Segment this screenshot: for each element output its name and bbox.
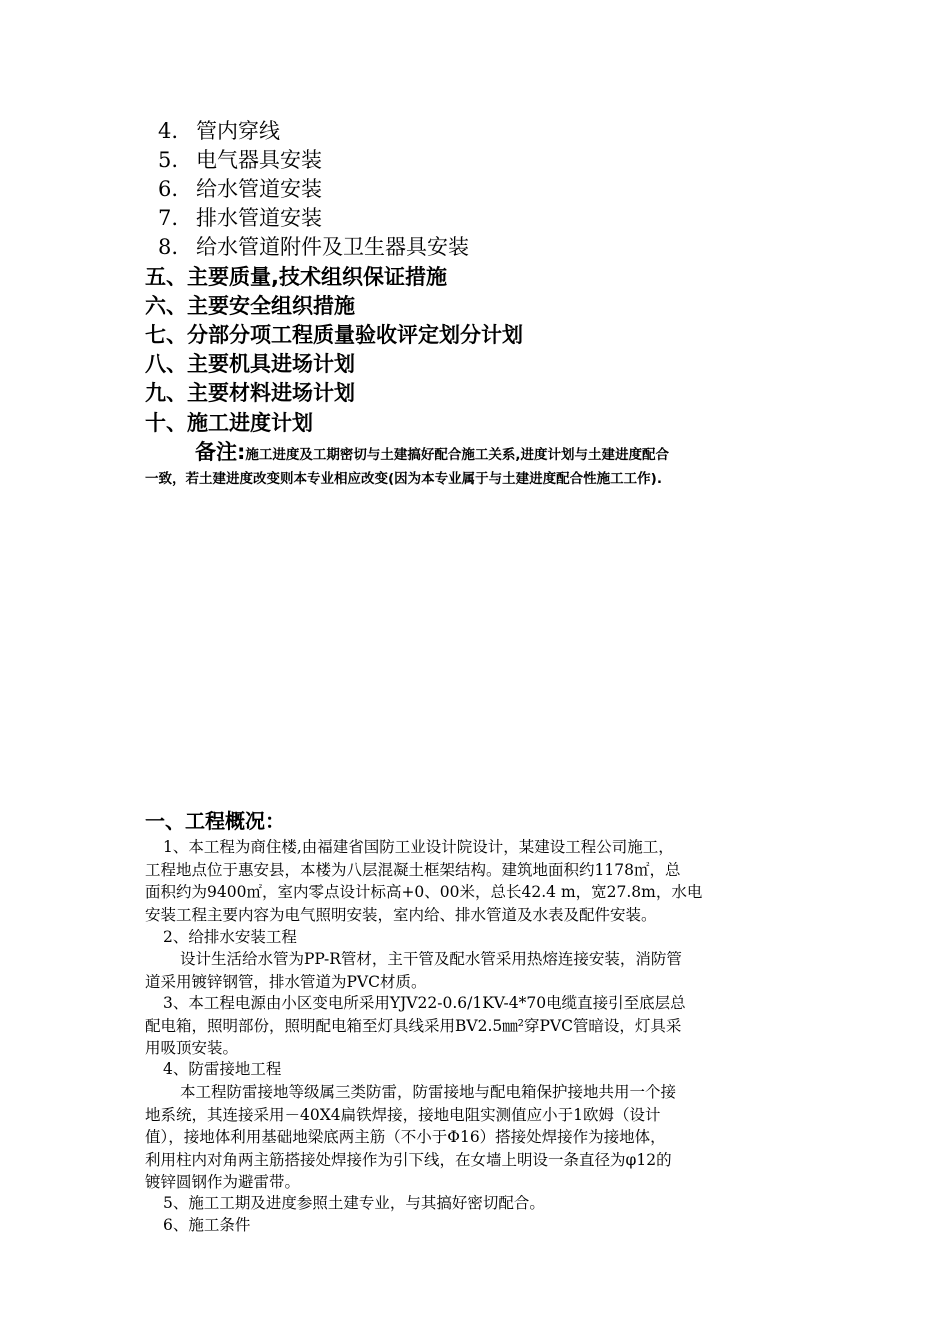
subheading-text: 4、防雷接地工程: [163, 1060, 282, 1078]
note-text: 一致，若土建进度改变则本专业相应改变(因为本专业属于与土建进度配合性施工工作).: [145, 471, 662, 487]
paragraph-line: 用吸顶安装。: [145, 1039, 239, 1057]
list-item-number: 7.: [158, 206, 179, 230]
subheading: [145, 1214, 805, 1237]
list-item: [158, 233, 469, 261]
list-item: [158, 117, 280, 145]
note-text: 施工进度及工期密切与土建搞好配合施工关系,进度计划与土建进度配合: [245, 447, 670, 463]
paragraph-line: 道采用镀锌钢管，排水管道为PVC材质。: [145, 972, 427, 991]
paragraph-line: 3、本工程电源由小区变电所采用YJV22-0.6/1KV-4*70电缆直接引至底层总: [163, 994, 686, 1012]
list-item: [158, 175, 322, 203]
note-block: [145, 438, 800, 489]
note-label: 备注:: [195, 440, 246, 464]
chapter-heading: 九、主要材料进场计划: [145, 381, 355, 405]
paragraph-line: 配电箱，照明部份，照明配电箱至灯具线采用BV2.5㎜²穿PVC管暗设，灯具采: [145, 1016, 682, 1035]
paragraph-overview: [145, 836, 805, 926]
chapter-heading: 七、分部分项工程质量验收评定划分计划: [145, 323, 523, 347]
paragraph-line: 镀锌圆钢作为避雷带。: [145, 1173, 301, 1191]
paragraph-lightning: [145, 1081, 805, 1194]
list-item-number: 5.: [158, 148, 179, 172]
chapter-heading: 十、施工进度计划: [145, 411, 313, 435]
paragraph-line: 利用柱内对角两主筋搭接处焊接作为引下线，在女墙上明设一条直径为φ12的: [145, 1150, 672, 1169]
paragraph-line: 面积约为9400㎡，室内零点设计标高+0、00米，总长42.4 m，宽27.8m，水电: [145, 883, 703, 901]
subheading: [145, 926, 805, 949]
paragraph-line: 安装工程主要内容为电气照明安装，室内给、排水管道及水表及配件安装。: [145, 905, 657, 924]
chapter-heading: 六、主要安全组织措施: [145, 294, 355, 318]
section-title: 一、工程概况：: [145, 809, 285, 833]
subheading: [145, 1058, 805, 1081]
list-item-text: 排水管道安装: [196, 206, 322, 230]
paragraph-water: [145, 948, 805, 993]
list-item-text: 给水管道安装: [196, 177, 322, 201]
chapter-heading: 五、主要质量,技术组织保证措施: [145, 265, 447, 289]
list-item-number: 8.: [158, 235, 179, 259]
chapter-heading: 八、主要机具进场计划: [145, 352, 355, 376]
paragraph-line: 1、本工程为商住楼,由福建省国防工业设计院设计，某建设工程公司施工，: [163, 838, 674, 856]
subheading: [145, 1192, 805, 1215]
paragraph-line: 工程地点位于惠安县，本楼为八层混凝土框架结构。建筑地面积约1178㎡，总: [145, 860, 681, 879]
list-item: [158, 204, 322, 232]
list-item-text: 管内穿线: [196, 119, 280, 143]
subheading-text: 5、施工工期及进度参照土建专业，与其搞好密切配合。: [163, 1194, 545, 1212]
list-item-text: 电气器具安装: [196, 148, 322, 172]
list-item-number: 4.: [158, 119, 179, 143]
paragraph-power: [145, 992, 805, 1060]
paragraph-line: 设计生活给水管为PP-R管材，主干管及配水管采用热熔连接安装，消防管: [180, 950, 682, 968]
paragraph-line: 值），接地体利用基础地梁底两主筋（不小于Φ16）搭接处焊接作为接地体，: [145, 1128, 666, 1146]
list-item: [158, 146, 322, 174]
paragraph-line: 地系统，其连接采用－40X4扁铁焊接，接地电阻实测值应小于1欧姆（设计: [145, 1105, 661, 1124]
subheading-text: 6、施工条件: [163, 1216, 251, 1234]
subheading-text: 2、给排水安装工程: [163, 928, 297, 946]
paragraph-line: 本工程防雷接地等级属三类防雷，防雷接地与配电箱保护接地共用一个接: [180, 1083, 677, 1101]
list-item-number: 6.: [158, 177, 179, 201]
list-item-text: 给水管道附件及卫生器具安装: [196, 235, 469, 259]
